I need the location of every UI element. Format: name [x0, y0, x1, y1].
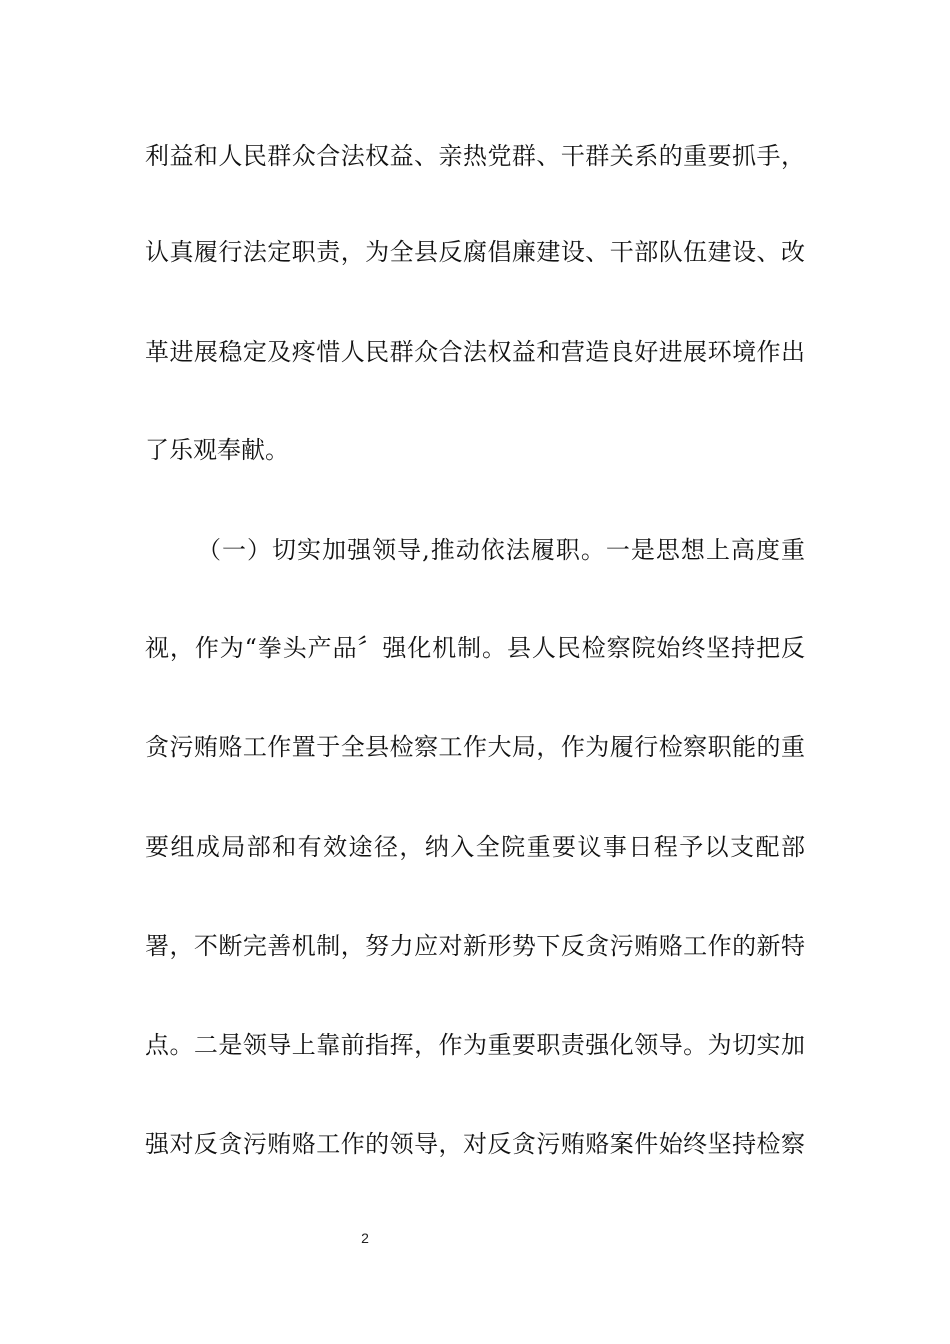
body-text-line: 要组成局部和有效途径，纳入全院重要议事日程予以支配部 [145, 833, 805, 861]
body-text-line: 署，不断完善机制，努力应对新形势下反贪污贿赂工作的新特 [145, 932, 805, 960]
page-number: 2 [361, 1230, 369, 1246]
body-text-line: 贪污贿赂工作置于全县检察工作大局，作为履行检察职能的重 [145, 733, 805, 761]
body-text-line: 强对反贪污贿赂工作的领导，对反贪污贿赂案件始终坚持检察 [145, 1130, 805, 1158]
body-text-line: 点。二是领导上靠前指挥，作为重要职责强化领导。为切实加 [145, 1031, 805, 1059]
body-text-line: 视，作为“拳头产品〞强化机制。县人民检察院始终坚持把反 [145, 634, 805, 662]
body-text-line: 革进展稳定及疼惜人民群众合法权益和营造良好进展环境作出 [145, 338, 805, 366]
body-text-line: 认真履行法定职责，为全县反腐倡廉建设、干部队伍建设、改 [145, 238, 805, 266]
body-text-line: 利益和人民群众合法权益、亲热党群、干群关系的重要抓手， [145, 142, 805, 170]
paragraph-heading-line: （一）切实加强领导,推动依法履职。一是思想上高度重 [197, 536, 805, 564]
body-text-line: 了乐观奉献。 [145, 436, 289, 464]
